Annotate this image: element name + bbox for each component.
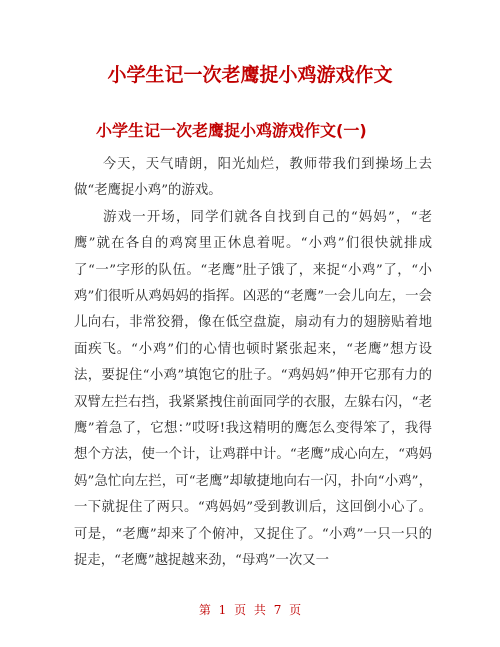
- paragraph: 今天，天气晴朗，阳光灿烂，教师带我们到操场上去做“老鹰捉小鸡”的游戏。: [74, 157, 432, 199]
- document-title: 小学生记一次老鹰捉小鸡游戏作文: [107, 64, 393, 86]
- body-text: [74, 152, 432, 575]
- section-title: 小学生记一次老鹰捉小鸡游戏作文(一): [96, 121, 367, 140]
- paragraph: 游戏一开场，同学们就各自找到自己的“妈妈”，“老鹰”就在各自的鸡窝里正休息着呢。“小鸡”们很快就排成了“一”字形的队伍。“老鹰”肚子饿了，来捉“小鸡”了，“小鸡”们很听从鸡妈妈的指挥。凶恶的“老鹰”一会儿向左，一会儿向右，非常狡猾，像在低空盘旋，扇动有力的翅膀贴着地面疾飞。“小鸡”们的心情也顿时紧张起来，“老鹰”想方设法，要捉住“小鸡”填饱它的肚子。“鸡妈妈”伸开它那有力的双臂左拦右挡，我紧紧拽住前面同学的衣服，左躲右闪，“老鹰”着急了，它想：”哎呀!我这精明的鹰怎么变得笨了，我得想个方法，使一个计，让鸡群中计。“老鹰”成心向左，“鸡妈妈”急忙向左拦，可“老鹰”却敏捷地向右一闪，扑向“小鸡”，一下就捉住了两只。“鸡妈妈”受到教训后，这回倒小心了。可是，“老鹰”却来了个俯冲，又捉住了。“小鸡”一只一只的捉走，“老鹰”越捉越来劲，“母鸡”一次又一: [74, 209, 432, 569]
- page-footer: 第 1 页 共 7 页: [198, 603, 302, 617]
